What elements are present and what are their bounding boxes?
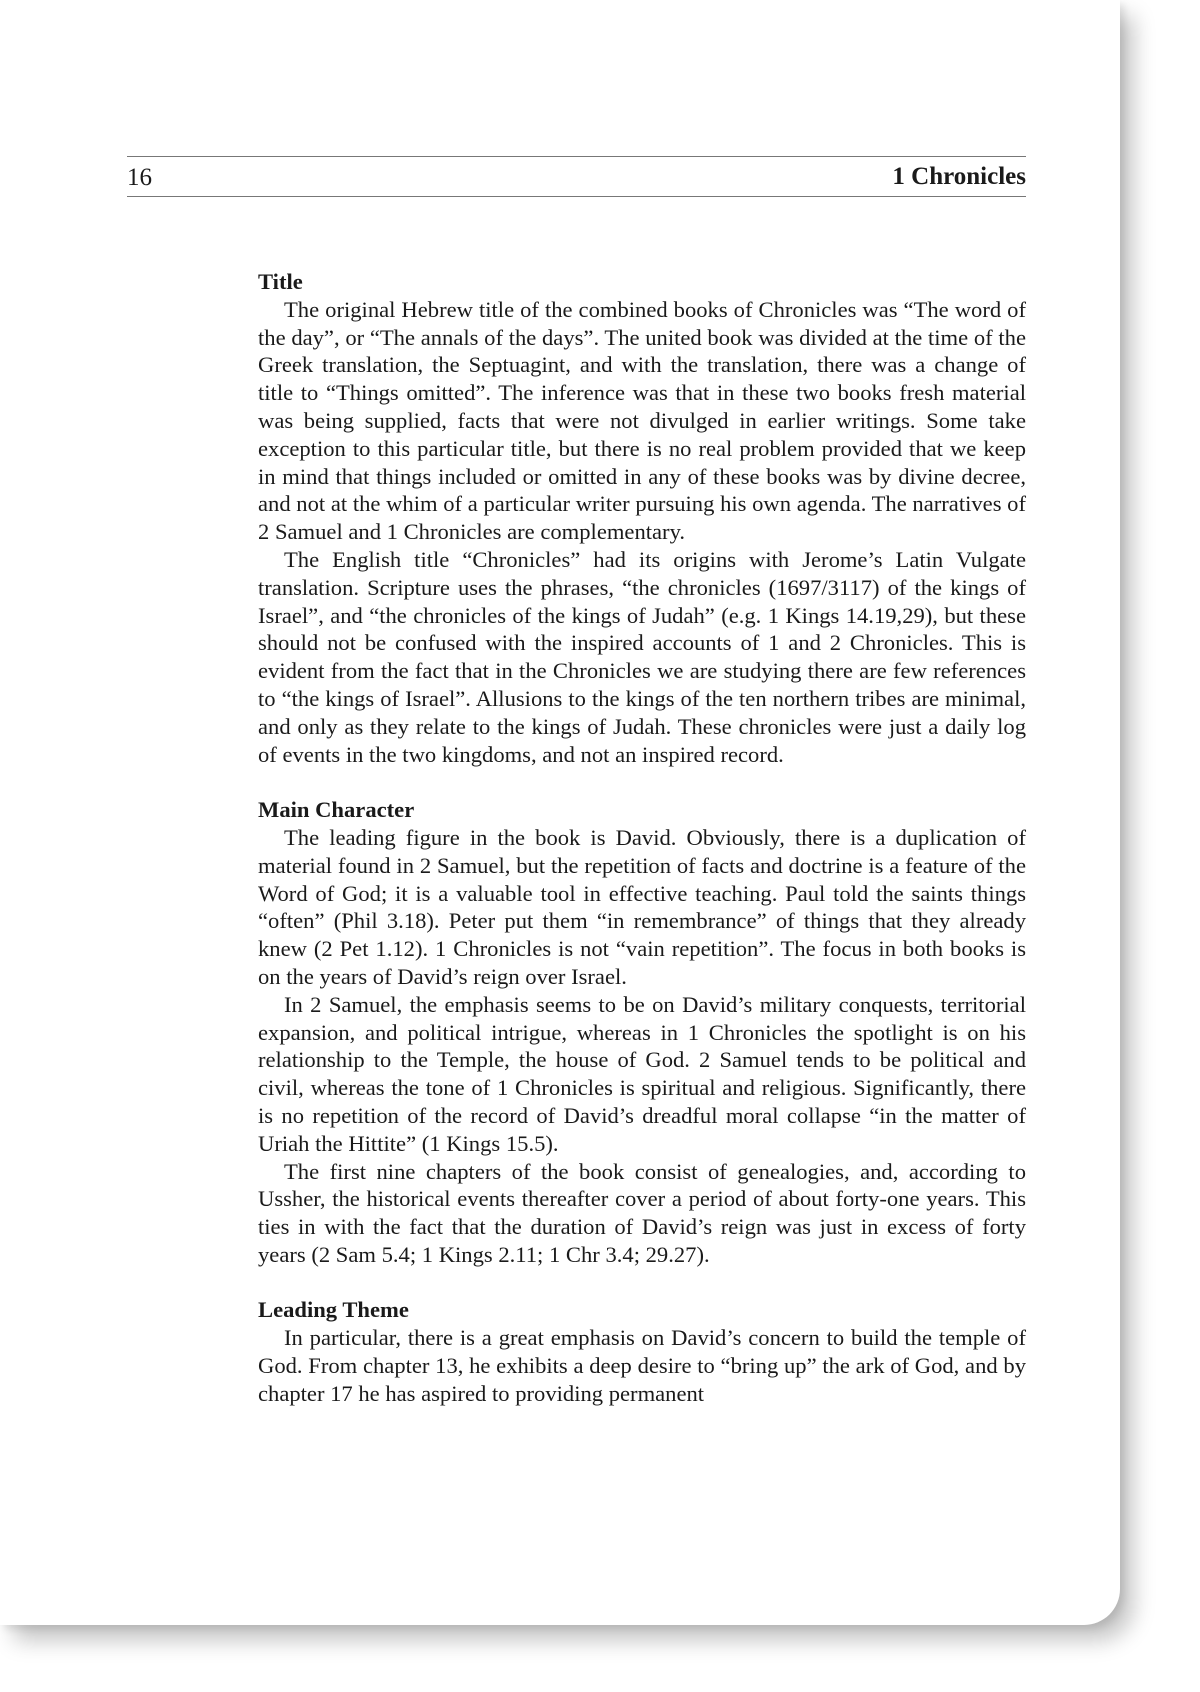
book-title: 1 Chronicles — [892, 163, 1026, 190]
page-number: 16 — [127, 164, 152, 191]
section-heading: Leading Theme — [258, 1297, 409, 1323]
section-main-character — [258, 796, 1026, 1269]
section-title — [258, 268, 1026, 768]
paragraph: In 2 Samuel, the emphasis seems to be on David’s military conquests, territorial expansion, and political intrigue, whereas in 1 Chronicles the spotlight is on his relationship to the Temple, the house of God. 2 Samuel tends to be political and civil, whereas the tone of 1 Chronicles is spiritual and religious. Significantly, there is no repetition of the record of David’s dreadful moral collapse “in the matter of Uriah the Hittite” (1 Kings 15.5). — [258, 991, 1026, 1156]
running-head — [127, 156, 1026, 197]
paragraph: The original Hebrew title of the combined books of Chronicles was “The word of the day”, or “The annals of the days”. The united book was divided at the time of the Greek translation, the Septuagint, and with the translation, there was a change of title to “Things omitted”. The inference was that in these two books fresh material was being supplied, facts that were not divulged in earlier writings. Some take exception to this particular title, but there is no real problem provided that we keep in mind that things included or omitted in any of these books was by divine decree, and not at the whim of a particular writer pursuing his own agenda. The narratives of 2 Samuel and 1 Chronicles are complementary. — [258, 296, 1026, 545]
paragraph: The leading figure in the book is David. Obviously, there is a duplication of material found in 2 Samuel, but the repetition of facts and doctrine is a feature of the Word of God; it is a valuable tool in effective teaching. Paul told the saints things “often” (Phil 3.18). Peter put them “in remembrance” of things that they already knew (2 Pet 1.12). 1 Chronicles is not “vain repetition”. The focus in both books is on the years of David’s reign over Israel. — [258, 824, 1026, 989]
section-heading: Main Character — [258, 797, 415, 823]
page-body — [258, 268, 1026, 1435]
paragraph: In particular, there is a great emphasis on David’s concern to build the temple of God. From chapter 13, he exhibits a deep desire to “bring up” the ark of God, and by chapter 17 he has aspired to providing permanent — [258, 1325, 1026, 1406]
paragraph: The first nine chapters of the book consist of genealogies, and, according to Ussher, the historical events thereafter cover a period of about forty-one years. This ties in with the fact that the duration of David’s reign was just in excess of forty years (2 Sam 5.4; 1 Kings 2.11; 1 Chr 3.4; 29.27). — [258, 1158, 1026, 1267]
section-leading-theme — [258, 1296, 1026, 1407]
section-heading: Title — [258, 269, 303, 294]
paragraph: The English title “Chronicles” had its origins with Jerome’s Latin Vulgate translation. Scripture uses the phrases, “the chronicles (1697/3117) of the kings of Israel”, and “the chronicles of the kings of Judah” (e.g. 1 Kings 14.19,29), but these should not be confused with the inspired accounts of 1 and 2 Chronicles. This is evident from the fact that in the Chronicles we are studying there are few references to “the kings of Israel”. Allusions to the kings of the ten northern tribes are minimal, and only as they relate to the kings of Judah. These chronicles were just a daily log of events in the two kingdoms, and not an inspired record. — [258, 546, 1026, 767]
